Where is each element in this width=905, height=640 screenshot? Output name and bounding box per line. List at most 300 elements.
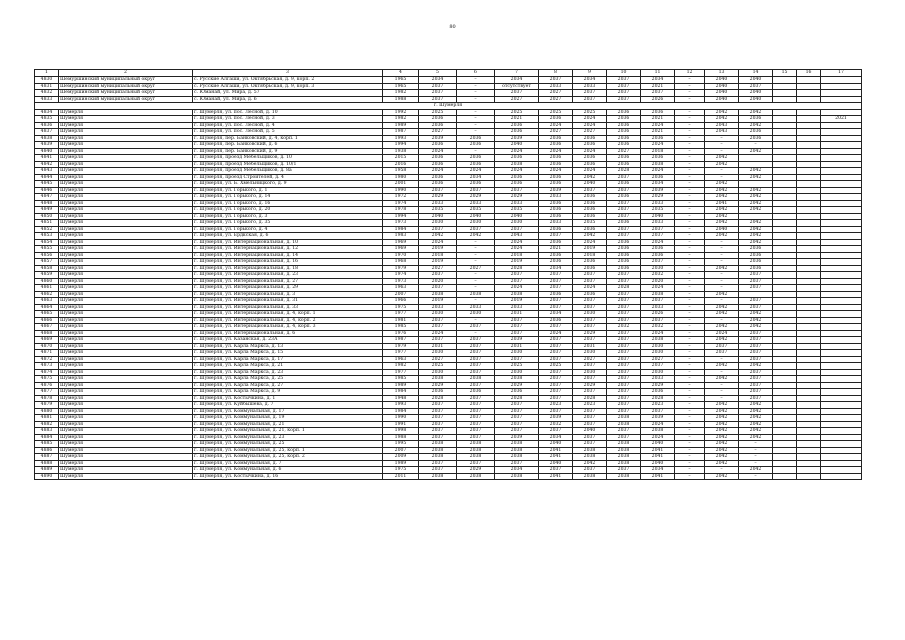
table-cell: – xyxy=(675,415,705,422)
table-cell: 2042 xyxy=(705,447,739,454)
table-cell: 2036 xyxy=(457,135,495,142)
table-cell: 2030 xyxy=(457,220,495,227)
table-cell: 2024 xyxy=(457,168,495,175)
table-cell: г. Шумерля, пер. Банковский, д. 9 xyxy=(193,148,383,155)
table-cell: 2042 xyxy=(705,441,739,448)
table-cell: 2024 xyxy=(573,148,607,155)
table-cell: 17 xyxy=(821,70,862,77)
table-cell: 2037 xyxy=(607,376,641,383)
table-cell: 4844 xyxy=(35,174,59,181)
table-cell: г. Шумерля, ул. Коммунальная, д. 21, корп. 1 xyxy=(193,428,383,435)
table-cell: 2037 xyxy=(573,376,607,383)
table-cell: – xyxy=(675,181,705,188)
table-cell: Шумерля xyxy=(59,454,193,461)
table-cell: Шумерля xyxy=(59,395,193,402)
table-cell: 2024 xyxy=(641,142,675,149)
table-cell: – xyxy=(675,382,705,389)
table-cell: – xyxy=(705,285,739,292)
table-cell: 2037 xyxy=(607,408,641,415)
table-cell: 1969 xyxy=(383,239,419,246)
table-cell: 2037 xyxy=(607,272,641,279)
table-cell: 4863 xyxy=(35,298,59,305)
table-cell: 2041 xyxy=(641,447,675,454)
table-cell: 6 xyxy=(457,70,495,77)
table-cell: 2038 xyxy=(641,291,675,298)
table-cell: 2028 xyxy=(607,285,641,292)
table-cell: 4886 xyxy=(35,447,59,454)
table-cell: – xyxy=(705,252,739,259)
table-cell: 2027 xyxy=(457,265,495,272)
table-cell: 2042 xyxy=(739,226,773,233)
table-cell: 2037 xyxy=(607,434,641,441)
table-cell: 2027 xyxy=(495,96,539,103)
table-cell: 2042 xyxy=(739,220,773,227)
table-cell: 2020 xyxy=(641,278,675,285)
table-cell: 2036 xyxy=(607,135,641,142)
table-cell: – xyxy=(739,142,773,149)
table-cell: 2037 xyxy=(607,350,641,357)
table-cell: 4868 xyxy=(35,330,59,337)
table-cell: 5 xyxy=(419,70,457,77)
table-cell: 4839 xyxy=(35,142,59,149)
table-cell: 2038 xyxy=(573,454,607,461)
table-cell: 2023 xyxy=(641,402,675,409)
table-cell: 2030 xyxy=(419,350,457,357)
table-cell: 2033 xyxy=(539,83,573,90)
table-cell: 2036 xyxy=(457,142,495,149)
table-cell: г. Шумерля, ул. Б. Хмельницкого, д. 9 xyxy=(193,181,383,188)
table-cell: 2037 xyxy=(539,395,573,402)
table-cell: – xyxy=(705,467,739,474)
table-cell: 1969 xyxy=(383,246,419,253)
table-cell: 4834 xyxy=(35,109,59,116)
table-cell: – xyxy=(675,298,705,305)
table-cell: 1965 xyxy=(383,77,419,84)
table-cell: 2037 xyxy=(641,233,675,240)
table-cell: 2043 xyxy=(495,233,539,240)
table-cell: 2036 xyxy=(739,265,773,272)
table-cell: 2037 xyxy=(739,83,773,90)
table-cell: 2029 xyxy=(419,194,457,201)
table-cell: 2037 xyxy=(739,356,773,363)
table-cell: 1989 xyxy=(383,122,419,129)
table-cell: 2020 xyxy=(419,278,457,285)
table-cell: г. Шумерля, ул. Интернациональная, д. 4, корп. 1 xyxy=(193,311,383,318)
table-cell: 2036 xyxy=(607,142,641,149)
table-cell: г. Шумерля, ул. Горького, д. 14 xyxy=(193,194,383,201)
table-cell: 2029 xyxy=(457,467,495,474)
table-cell: 2042 xyxy=(705,324,739,331)
table-cell: 2040 xyxy=(739,77,773,84)
table-cell: 2036 xyxy=(539,226,573,233)
table-cell: 2037 xyxy=(607,382,641,389)
table-cell: 2036 xyxy=(539,174,573,181)
table-cell: 1981 xyxy=(383,317,419,324)
table-cell: 2037 xyxy=(419,434,457,441)
table-cell: 2037 xyxy=(607,428,641,435)
table-cell: 2024 xyxy=(495,148,539,155)
table-cell: 2029 xyxy=(495,382,539,389)
table-cell: 2042 xyxy=(705,291,739,298)
table-cell: 2037 xyxy=(607,90,641,97)
table-cell: г. Шумерля, ул. Горького, д. 3 xyxy=(193,213,383,220)
table-cell: – xyxy=(457,109,495,116)
table-cell: 2036 xyxy=(739,116,773,123)
table-cell: 2036 xyxy=(495,181,539,188)
table-cell: 2040 xyxy=(495,142,539,149)
table-cell: г. Шумерля, ул. пос. Лесной, д. 10 xyxy=(193,109,383,116)
table-cell: 2043 xyxy=(705,122,739,129)
table-cell: 2037 xyxy=(539,382,573,389)
table-cell: 2030 xyxy=(419,369,457,376)
table-cell: Шумерля xyxy=(59,285,193,292)
table-cell: 2032 xyxy=(641,272,675,279)
table-cell: – xyxy=(457,278,495,285)
table-cell: 2037 xyxy=(539,343,573,350)
table-cell: 2038 xyxy=(607,441,641,448)
table-cell: 2024 xyxy=(495,246,539,253)
table-cell: – xyxy=(457,317,495,324)
table-cell: 7 xyxy=(495,70,539,77)
table-cell: Шумерля xyxy=(59,200,193,207)
table-cell: 1984 xyxy=(383,408,419,415)
table-cell: г. Шумерля, ул. Костычкина, д. 1 xyxy=(193,395,383,402)
table-cell: 2037 xyxy=(607,304,641,311)
table-cell: 4843 xyxy=(35,168,59,175)
table-cell: 3 xyxy=(193,70,383,77)
table-cell: 2036 xyxy=(607,161,641,168)
table-cell: 2037 xyxy=(495,324,539,331)
table-cell: – xyxy=(675,337,705,344)
table-cell: 2037 xyxy=(457,343,495,350)
table-cell: 4874 xyxy=(35,369,59,376)
table-cell: 2042 xyxy=(705,376,739,383)
table-cell: – xyxy=(675,187,705,194)
table-cell: 2018 xyxy=(641,148,675,155)
table-cell: 4845 xyxy=(35,181,59,188)
table-cell: – xyxy=(705,298,739,305)
table-cell: 2033 xyxy=(495,304,539,311)
table-cell: 2042 xyxy=(739,122,773,129)
table-cell: 2040 xyxy=(705,226,739,233)
table-cell: 2040 xyxy=(641,441,675,448)
table-cell: 2036 xyxy=(641,389,675,396)
page-number: 80 xyxy=(449,24,456,30)
table-cell: 2042 xyxy=(739,428,773,435)
table-cell: 2042 xyxy=(419,233,457,240)
table-cell: – xyxy=(675,460,705,467)
table-cell: 2024 xyxy=(419,330,457,337)
table-cell: 2031 xyxy=(495,311,539,318)
table-cell: 2037 xyxy=(573,304,607,311)
table-cell: 4864 xyxy=(35,304,59,311)
table-cell: 2042 xyxy=(739,168,773,175)
table-cell: 2032 xyxy=(607,324,641,331)
table-cell: 2037 xyxy=(705,350,739,357)
table-cell: г. Шумерля, ул. Карла Маркса, д. 23 xyxy=(193,369,383,376)
table-cell: 2040 xyxy=(705,77,739,84)
table-cell: с. Юманай, ул. Мира, д. 6 xyxy=(193,96,383,103)
table-cell: 2037 xyxy=(607,317,641,324)
table-cell: 2027 xyxy=(419,265,457,272)
table-cell: 2037 xyxy=(457,408,495,415)
table-cell: 2038 xyxy=(495,291,539,298)
table-cell: 2037 xyxy=(419,421,457,428)
table-cell: 2037 xyxy=(641,90,675,97)
table-cell: 2025 xyxy=(419,363,457,370)
table-cell: 2036 xyxy=(495,174,539,181)
table-cell: 2033 xyxy=(539,220,573,227)
table-cell: 2024 xyxy=(573,122,607,129)
table-cell: 2037 xyxy=(739,285,773,292)
table-cell: 2037 xyxy=(457,402,495,409)
table-cell: 1975 xyxy=(383,304,419,311)
table-cell: 2036 xyxy=(607,239,641,246)
table-cell: 2037 xyxy=(457,415,495,422)
table-cell: – xyxy=(457,90,495,97)
table-cell: 2036 xyxy=(419,142,457,149)
table-cell: 2031 xyxy=(495,343,539,350)
table-cell: 1963 xyxy=(383,285,419,292)
table-cell: – xyxy=(675,428,705,435)
table-cell: 2042 xyxy=(739,415,773,422)
table-cell: Шумерля xyxy=(59,129,193,136)
table-cell: – xyxy=(675,220,705,227)
table-cell: 2037 xyxy=(573,272,607,279)
table-cell: 2037 xyxy=(419,415,457,422)
table-cell: 2034 xyxy=(539,434,573,441)
table-cell: 4852 xyxy=(35,226,59,233)
table-cell: 2033 xyxy=(419,200,457,207)
table-cell: 2036 xyxy=(573,291,607,298)
table-cell: 2035 xyxy=(495,207,539,214)
table-cell: 1975 xyxy=(383,467,419,474)
table-cell: 2042 xyxy=(739,434,773,441)
table-cell: г. Шумерля, ул. Ёрдкская, д. 6 xyxy=(193,233,383,240)
table-cell: 2036 xyxy=(419,116,457,123)
table-cell: 4862 xyxy=(35,291,59,298)
table-cell: 1980 xyxy=(383,174,419,181)
table-cell: 2021 xyxy=(495,116,539,123)
table-cell: 2011 xyxy=(383,473,419,480)
table-cell: 2035 xyxy=(641,207,675,214)
table-cell: – xyxy=(705,142,739,149)
table-cell: 2037 xyxy=(539,408,573,415)
table-cell: 2040 xyxy=(739,96,773,103)
table-cell: 2042 xyxy=(705,220,739,227)
table-cell: г. Шумерля, ул. Интернациональная, д. 6 xyxy=(193,330,383,337)
table-cell: 2036 xyxy=(607,259,641,266)
table-cell: – xyxy=(457,122,495,129)
table-cell: 2037 xyxy=(419,324,457,331)
table-cell: 2042 xyxy=(739,109,773,116)
table-cell: 4841 xyxy=(35,155,59,162)
table-cell: Шумерля xyxy=(59,369,193,376)
table-cell: 1982 xyxy=(383,116,419,123)
table-cell: – xyxy=(457,259,495,266)
table-cell: 2037 xyxy=(573,421,607,428)
table-cell: – xyxy=(675,421,705,428)
table-cell: 4880 xyxy=(35,408,59,415)
table-cell: г. Шумерля, ул. Горького, д. 16 xyxy=(193,200,383,207)
table-cell: г. Шумерля, ул. Карла Маркса, д. 13 xyxy=(193,343,383,350)
table-cell: Шумерля xyxy=(59,434,193,441)
table-cell: г. Шумерля, ул. Интернациональная, д. 23 xyxy=(193,272,383,279)
table-cell: г. Шумерля, ул. Интернациональная, д. 4, корп. 3 xyxy=(193,324,383,331)
table-cell: 2038 xyxy=(457,291,495,298)
table-cell: – xyxy=(457,96,495,103)
table-cell: 2030 xyxy=(641,369,675,376)
table-cell: – xyxy=(675,155,705,162)
table-cell: Шумерля xyxy=(59,311,193,318)
table-cell: 2042 xyxy=(705,363,739,370)
table-cell: 2036 xyxy=(419,161,457,168)
table-cell: г. Шумерля, проезд Мебельщиков, д. 8а xyxy=(193,168,383,175)
table-cell: Шумерля xyxy=(59,207,193,214)
table-cell: 2037 xyxy=(419,96,457,103)
table-cell: – xyxy=(675,109,705,116)
table-cell: г. Шумерля, ул. Интернациональная, д. 18 xyxy=(193,265,383,272)
table-cell: 2037 xyxy=(607,187,641,194)
table-cell: 2042 xyxy=(705,155,739,162)
table-cell: 2042 xyxy=(739,239,773,246)
table-cell: 2037 xyxy=(419,285,457,292)
table-cell: – xyxy=(705,148,739,155)
table-cell: – xyxy=(675,317,705,324)
table-cell: 4883 xyxy=(35,428,59,435)
table-cell: 2039 xyxy=(495,434,539,441)
table-cell: Шумерля xyxy=(59,467,193,474)
column-number-row xyxy=(35,70,862,77)
table-cell: – xyxy=(675,129,705,136)
table-cell: – xyxy=(675,116,705,123)
table-cell: 2024 xyxy=(641,168,675,175)
table-cell: 2024 xyxy=(539,168,573,175)
table-cell: 1968 xyxy=(383,259,419,266)
table-cell: – xyxy=(705,356,739,363)
table-cell: 2035 xyxy=(419,207,457,214)
table-cell: Шумерля xyxy=(59,441,193,448)
table-cell: 2025 xyxy=(539,109,573,116)
table-cell: 1948 xyxy=(383,395,419,402)
table-cell: 1985 xyxy=(383,376,419,383)
table-cell: 1990 xyxy=(383,415,419,422)
table-cell: 2024 xyxy=(641,239,675,246)
table-cell: г. Шумерля, ул. Казанская, д. 23А xyxy=(193,337,383,344)
table-cell: 2024 xyxy=(419,239,457,246)
table-cell: 4831 xyxy=(35,83,59,90)
table-cell: 2037 xyxy=(739,330,773,337)
table-cell: 1995 xyxy=(383,441,419,448)
table-cell: 2037 xyxy=(607,389,641,396)
table-cell: 2036 xyxy=(539,207,573,214)
table-cell: 2033 xyxy=(641,220,675,227)
table-cell: 2033 xyxy=(573,83,607,90)
table-cell: 2037 xyxy=(495,421,539,428)
table-cell: 2037 xyxy=(607,213,641,220)
table-cell: 2036 xyxy=(539,252,573,259)
table-cell: 2037 xyxy=(457,382,495,389)
table-cell: – xyxy=(457,116,495,123)
table-cell: 2038 xyxy=(495,161,539,168)
table-cell: 2019 xyxy=(419,259,457,266)
table-cell: 2036 xyxy=(539,181,573,188)
table-cell: 2037 xyxy=(495,330,539,337)
table-cell: – xyxy=(675,239,705,246)
table-cell: 2007 xyxy=(383,291,419,298)
table-cell: 2023 xyxy=(539,402,573,409)
table-cell: Шемуршинский муниципальный округ xyxy=(59,77,193,84)
table-cell: 10 xyxy=(607,70,641,77)
table-cell: 2025 xyxy=(573,109,607,116)
table-cell: – xyxy=(675,467,705,474)
table-cell: 2042 xyxy=(573,233,607,240)
table-cell: – xyxy=(675,161,705,168)
table-cell: 2037 xyxy=(573,317,607,324)
table-cell: 2037 xyxy=(419,187,457,194)
table-cell: 2027 xyxy=(539,129,573,136)
table-cell: 2037 xyxy=(607,291,641,298)
table-cell: 2035 xyxy=(457,207,495,214)
table-cell: 1982 xyxy=(383,363,419,370)
table-cell: 2028 xyxy=(607,168,641,175)
table-cell: г. Шумерля, ул. Интернациональная, д. 10 xyxy=(193,239,383,246)
table-cell: 2019 xyxy=(573,246,607,253)
table-cell: 2037 xyxy=(739,350,773,357)
table-cell: 2042 xyxy=(739,174,773,181)
table-cell: 2024 xyxy=(495,239,539,246)
table-cell: 2029 xyxy=(573,330,607,337)
table-cell: 2037 xyxy=(495,356,539,363)
table-cell: – xyxy=(675,363,705,370)
table-cell: Шумерля xyxy=(59,278,193,285)
table-cell: 2037 xyxy=(641,408,675,415)
table-cell: 4860 xyxy=(35,278,59,285)
table-cell: 2037 xyxy=(539,233,573,240)
table-cell: 2036 xyxy=(539,155,573,162)
table-cell: Шумерля xyxy=(59,447,193,454)
table-cell: 1963 xyxy=(383,356,419,363)
table-cell: Шумерля xyxy=(59,402,193,409)
table-cell: 2042 xyxy=(705,460,739,467)
table-cell: Шумерля xyxy=(59,226,193,233)
table-cell: 2038 xyxy=(573,473,607,480)
table-cell: – xyxy=(705,259,739,266)
table-cell: г. Шумерля, ул. Интернациональная, д. 27 xyxy=(193,278,383,285)
table-cell: 2037 xyxy=(573,467,607,474)
table-cell: 2037 xyxy=(539,272,573,279)
table-cell: г. Шумерля, ул. Карла Маркса, д. 21 xyxy=(193,363,383,370)
table-cell: 4857 xyxy=(35,259,59,266)
table-cell: 2042 xyxy=(705,194,739,201)
table-cell: 4884 xyxy=(35,434,59,441)
table-cell: Шумерля xyxy=(59,408,193,415)
table-cell: 8 xyxy=(539,70,573,77)
table-cell: 2039 xyxy=(539,415,573,422)
table-cell: 2026 xyxy=(641,96,675,103)
table-cell: – xyxy=(675,324,705,331)
table-cell: 2028 xyxy=(495,395,539,402)
table-cell: 2034 xyxy=(641,467,675,474)
table-cell: 2038 xyxy=(457,454,495,461)
table-cell: 2 xyxy=(59,70,193,77)
table-cell: 2038 xyxy=(457,447,495,454)
table-cell: 2037 xyxy=(573,90,607,97)
table-cell: 1977 xyxy=(383,369,419,376)
table-cell: 2037 xyxy=(705,343,739,350)
table-cell: 2037 xyxy=(539,369,573,376)
table-cell: 2028 xyxy=(641,395,675,402)
